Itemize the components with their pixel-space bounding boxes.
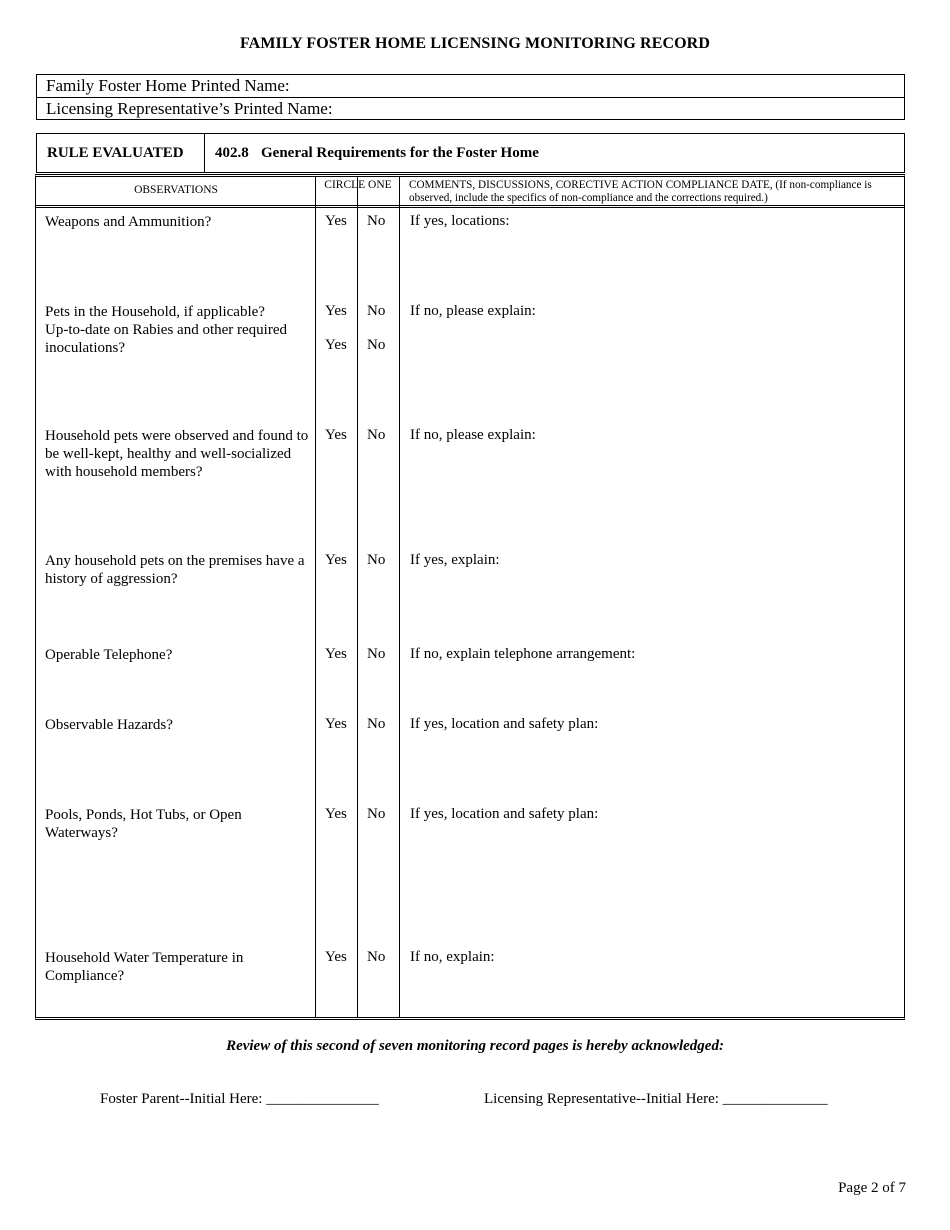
question-aggression: Any household pets on the premises have a history of aggression? <box>45 553 305 587</box>
comment-prompt[interactable]: If no, please explain: <box>410 303 536 319</box>
no-option[interactable]: No <box>367 303 386 319</box>
comments-header: COMMENTS, DISCUSSIONS, CORECTIVE ACTION COMPLIANCE DATE, (If non-compliance is observed, include the specifics of non-compliance and the corrections required.) <box>409 179 872 204</box>
yes-option[interactable]: Yes <box>325 337 347 353</box>
no-option[interactable]: No <box>367 646 386 662</box>
question-pets-well-kept: Household pets were observed and found to be well-kept, healthy and well-socialized with household members? <box>45 428 309 480</box>
no-option[interactable]: No <box>367 427 386 443</box>
rule-number: 402.8 <box>215 144 249 161</box>
comment-prompt[interactable]: If no, please explain: <box>410 427 536 443</box>
no-option[interactable]: No <box>367 716 386 732</box>
observation-table <box>35 174 905 1020</box>
rule-label: RULE EVALUATED <box>37 134 205 172</box>
licensing-rep-name-field[interactable]: Licensing Representative’s Printed Name: <box>37 97 904 119</box>
foster-parent-initial-field[interactable]: Foster Parent--Initial Here: _______________ <box>100 1091 379 1107</box>
question-telephone: Operable Telephone? <box>45 647 173 663</box>
no-option[interactable]: No <box>367 806 386 822</box>
column-divider <box>315 177 316 1017</box>
question-weapons: Weapons and Ammunition? <box>45 214 212 230</box>
question-rabies: Up-to-date on Rabies and other required inoculations? <box>45 322 287 356</box>
observations-header: OBSERVATIONS <box>134 184 218 196</box>
yes-option[interactable]: Yes <box>325 646 347 662</box>
no-option[interactable]: No <box>367 552 386 568</box>
comment-prompt[interactable]: If yes, locations: <box>410 213 510 229</box>
yes-option[interactable]: Yes <box>325 806 347 822</box>
document-title: FAMILY FOSTER HOME LICENSING MONITORING RECORD <box>240 35 710 52</box>
comment-prompt[interactable]: If yes, location and safety plan: <box>410 716 599 732</box>
page-number: Page 2 of 7 <box>838 1180 906 1196</box>
circle-one-header: CIRCLE ONE <box>324 179 392 191</box>
question-pets: Pets in the Household, if applicable? <box>45 304 265 320</box>
header-divider <box>36 205 904 208</box>
no-option[interactable]: No <box>367 949 386 965</box>
comment-prompt[interactable]: If yes, explain: <box>410 552 500 568</box>
column-divider <box>399 177 400 1017</box>
foster-home-name-field[interactable]: Family Foster Home Printed Name: <box>46 76 290 95</box>
yes-option[interactable]: Yes <box>325 427 347 443</box>
yes-option[interactable]: Yes <box>325 303 347 319</box>
rule-description: General Requirements for the Foster Home <box>261 144 539 161</box>
rule-evaluated-header <box>36 133 905 173</box>
licensing-rep-initial-field[interactable]: Licensing Representative--Initial Here: ______________ <box>484 1091 828 1107</box>
comment-prompt[interactable]: If yes, location and safety plan: <box>410 806 599 822</box>
yes-option[interactable]: Yes <box>325 949 347 965</box>
column-divider <box>357 177 358 1017</box>
yes-option[interactable]: Yes <box>325 552 347 568</box>
yes-option[interactable]: Yes <box>325 716 347 732</box>
comment-prompt[interactable]: If no, explain telephone arrangement: <box>410 646 636 662</box>
no-option[interactable]: No <box>367 337 386 353</box>
name-fields <box>36 74 905 120</box>
comment-prompt[interactable]: If no, explain: <box>410 949 495 965</box>
acknowledgement-statement: Review of this second of seven monitoring record pages is hereby acknowledged: <box>226 1038 724 1054</box>
question-pools: Pools, Ponds, Hot Tubs, or Open Waterways? <box>45 807 242 841</box>
yes-option[interactable]: Yes <box>325 213 347 229</box>
question-water-temperature: Household Water Temperature in Compliance? <box>45 950 244 984</box>
no-option[interactable]: No <box>367 213 386 229</box>
question-hazards: Observable Hazards? <box>45 717 173 733</box>
